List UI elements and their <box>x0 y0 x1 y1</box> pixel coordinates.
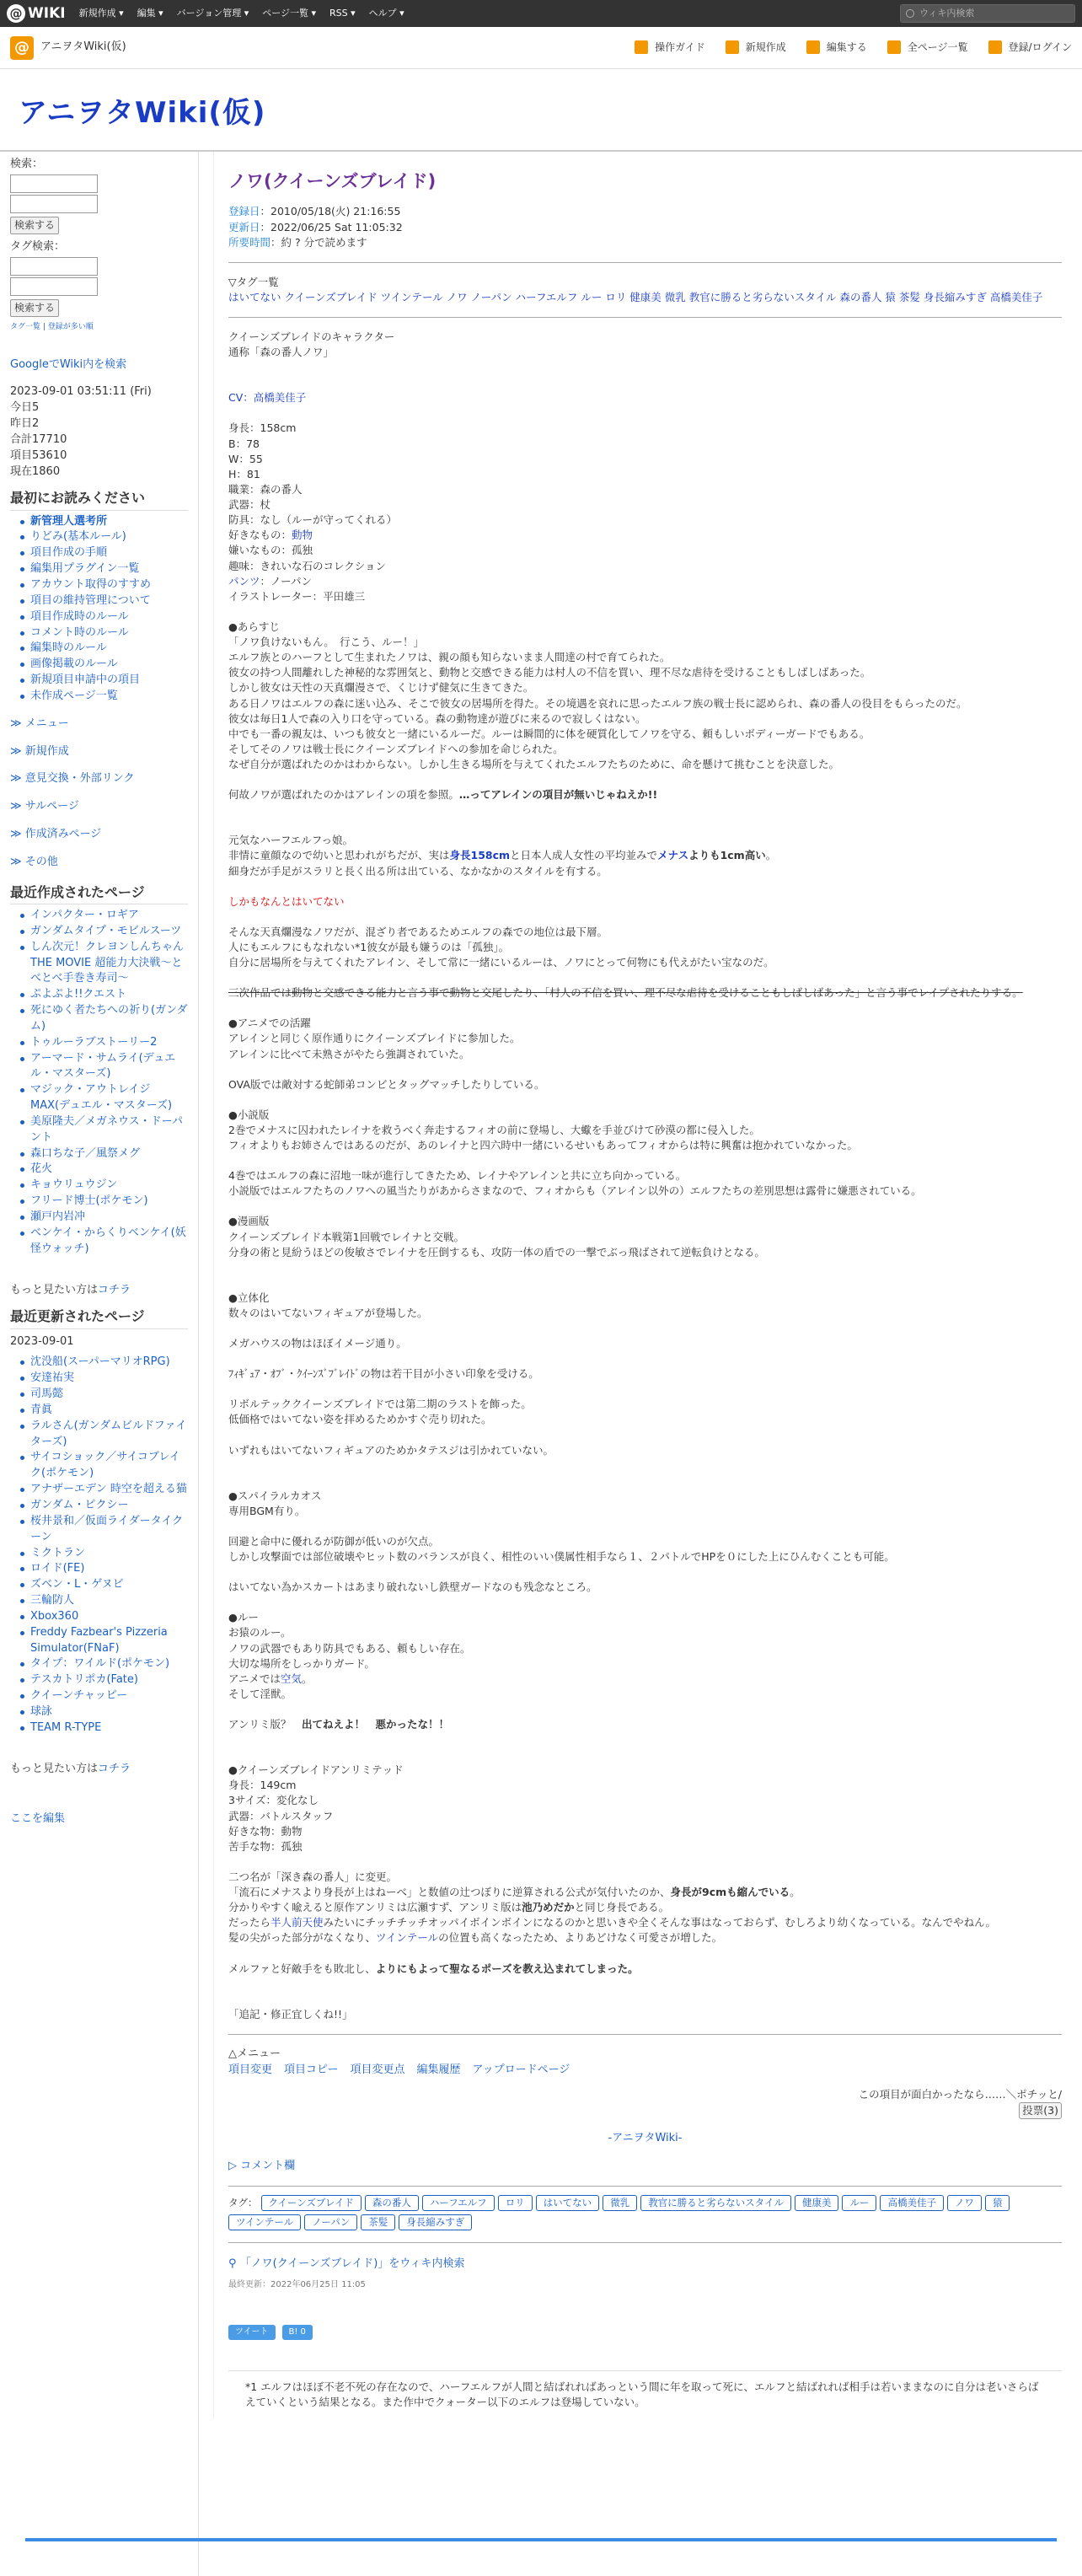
top-nav-bar <box>0 0 1082 27</box>
list-item[interactable]: 司馬懿 <box>20 1387 188 1403</box>
tag-buttons: タグ： クイーンズブレイド 森の番人 ハーフエルフ ロリ はいてない 微乳 教官に勝ると劣らないスタイル 健康美 ルー 高橋美佳子 ノワ 猿 ツインテール ノーパン 茶髪 身長縮みすぎ <box>228 2195 1062 2230</box>
more-link[interactable]: コチラ <box>98 1283 131 1296</box>
footer-divider <box>25 2538 1057 2541</box>
last-updated: 最終更新：2022年06月25日 11:05 <box>228 2279 366 2289</box>
list-item[interactable]: 桜井景和／仮面ライダータイクーン <box>20 1514 188 1546</box>
menu-pages[interactable]: ページ一覧 ▾ <box>262 8 317 19</box>
tag-button[interactable]: 高橋美佳子 <box>880 2195 944 2211</box>
tag-button[interactable]: ノワ <box>947 2195 982 2211</box>
list-item[interactable]: 編集用プラグイン一覧 <box>20 561 188 577</box>
tag-search-input-2[interactable] <box>10 277 98 296</box>
list-item[interactable]: サイコショック／サイコブレイク(ポケモン) <box>20 1450 188 1482</box>
recent-created-heading: 最近作成されたページ <box>10 883 188 904</box>
list-item[interactable]: 沈没船(スーパーマリオRPG) <box>20 1355 188 1371</box>
sidebar-search-button[interactable]: 検索する <box>10 217 59 234</box>
tag-list[interactable]: はいてない クイーンズブレイド ツインテール ノワ ノーパン ハーフエルフ ルー ロリ 健康美 微乳 教官に勝ると劣らないスタイル 森の番人 猿 茶髪 身長縮みすぎ 高橋美佳子 <box>228 290 1043 303</box>
vote-area: この項目が面白かったなら……＼ポチッと/ 投票(3) <box>228 2087 1062 2119</box>
list-item[interactable]: ロイド(FE) <box>20 1561 188 1577</box>
vote-button[interactable]: 投票(3) <box>1019 2102 1062 2119</box>
more-link[interactable]: コチラ <box>98 1762 131 1775</box>
article-body: クイーンズブレイドのキャラクター 通称「森の番人ノワ」 CV：高橋美佳子 身長：158cm B：78 W：55 H：81 職業：森の番人 武器：杖 防具：なし（ルーが守ってくれる） 好きなもの：動物 嫌いなもの：孤独 趣味：きれいな石のコレクション パンツ：ノーパン イラストレーター：平田雄三 ●あらすじ 「ノワ負けないもん。 行こう、ルー！」 エルフ族とのハーフとして生まれたノワは、親の顔も知らないまま人間達の村で育てられた。 彼女の持つ人間離れした神秘的な雰囲気と、動物と交感できる能力は村人の不信を買い、理不尽な虐待を受けることもしばしばあった。 しかし彼女は天性の天真爛漫さで、くじけず健気に生きてきた。 ある日ノワはエルフの森に迷い込み、そこで彼女の居場所を得た。その境遇を哀れに思ったエルフ族の戦士長に認められ、森の番人の役目をもらったのだ。 彼女は毎日1人で森の入り口を守っている。森の動物達が遊びに来るので寂しくはない。 中でも一番の親友は、いつも彼女と一緒にいるルーだ。ルーは瞬間的に体を硬質化してノワを守る、頼もしいボディーガードでもある。 そしてそのノワは戦士長にクイーンズブレイドへの参加を命じられた。 なぜ自分が選ばれたのかはわからない。しかし生きる場所を与えてくれたエルフたちのために、命を懸けて挑むことを決意した。 何故ノワが選ばれたのかはアレインの項を参照。…ってアレインの項目が無いじゃねえか!! 元気なハーフエルフっ娘。 非情に童顔なので幼いと思われがちだが、実は身長158cmと日本人成人女性の平均並みでメナスよりも1cm高い。 細身だが手足がスラリと長く出る所は出ている、なかなかのスタイルを有する。 しかもなんとはいてない そんな天真爛漫なノワだが、混ざり者であるためエルフの森での地位は最下層。 人にもエルフにもなれない*1彼女が最も嫌うのは「孤独」。 自分に居場所を与えてくれたアレイン、そして常に一緒にいるルーは、ノワにとって何物にも代えがたい宝なのだ。 三次作品では動物と交感できる能力と言う事で動物と交尾したり、「村人の不信を買い、理不尽な虐待を受けることもしばしばあった」と言う事でレイプされたりする。 ●アニメでの活躍 アレインと同じく原作通りにクイーンズブレイドに参加した。 アレインに比べて未熟さがやたら強調されていた。 OVA版では敵対する蛇師弟コンビとタッグマッチしたりしている。 ●小説版 2巻でメナスに囚われたレイナを救うべく奔走するフィオの前に登場し、大蠍を手並びけて砂漠の都に侵入した。 フィオよりもお姉さんではあるのだが、あのレイナと四六時中一緒にいるせいもあってフィオからは特に興奮は抱かれていなかった。 4巻ではエルフの森に沼地一味が進行してきたため、レイナやアレインと共に立ち向かっている。 小説版ではエルフたちのノワへの風当たりがあからさまなので、フィオからも（アレイン以外の）エルフたちの差別思想は露骨に嫌悪されている。 ●漫画版 クイーンズブレイド本戦第1回戦でレイナと交戦。 分身の術と見紛うほどの俊敏さでレイナを圧倒するも、攻防一体の盾での一撃でぶっ飛ばされて逆転負けとなる。 ●立体化 数々のはいてないフィギュアが登場した。 メガハウスの物はほぼイメージ通り。 ﾌｨｷﾞｭｱ・ｵﾌﾞ・ｸｲｰﾝｽﾞﾌﾞﾚｲﾄﾞの物は若干目が小さい印象を受ける。 リボルテッククイーンズブレイドでは第二期のラストを飾った。 低価格ではいてない姿を拝めるためかすぐ売り切れた。 いずれもはいてないフィギュアのためかタテスジは引かれていない。 ●スパイラルカオス 専用BGM有り。 回避と命中に優れるが防御が低いのが欠点。 しかし攻撃面では部位破壊やヒット数のバランスが良く、相性のいい僕属性相手なら１、２パトルでHPを０にした上にひんむくことも可能。 はいてない為かスカートはあまり破れないし鉄壁ガードなのも残念なところ。 ●ルー お猿のルー。 ノワの武器でもあり防具でもある、頼もしい存在。 大切な場所をしっかりガード。 アニメでは空気。 そして淫獣。 アンリミ版？ 出てねえよ！ 悪かったな！！ ●クイーンズブレイドアンリミテッド 身長：149cm 3サイズ：変化なし 武器：バトルスタッフ 好きな物：動物 苦手な物：孤独 二つ名が「深き森の番人」に変更。 「流石にメナスより身長が上はねーべ」と数値の辻つぼりに逆算される公式が気付いたのか、身長が9cmも縮んでいる。 分かりやすく喩えると原作アンリミは広瀬すず、アンリミ版は池乃めだかと同じ身長である。 だったら半人前天使みたいにチッチチッチオッパイボインボインになるのかと思いきや全くそんな事はなっておらず、むしろより幼くなっている。なんでやねん。 髪の尖がった部分がなくなり、ツインテールの位置も高くなったため、よりあどけなく可愛さが増した。 メルファと好敵手をも敗北し、よりにもよって聖なるポーズを教え込まれてしまった。 「追記・修正宜しくね!!」 <box>228 330 1023 2021</box>
sidebar-link-menu[interactable]: ≫ メニュー <box>10 716 188 733</box>
list-item[interactable]: ミクトラン <box>20 1546 188 1562</box>
list-item[interactable]: 球詠 <box>20 1704 188 1720</box>
list-item[interactable]: しん次元！クレヨンしんちゃん THE MOVIE 超能力大決戦〜とべとべ手巻き寿司〜 <box>20 940 188 988</box>
search-icon: ⚲ <box>228 2257 240 2270</box>
site-title[interactable]: アニヲタWiki(仮) <box>19 96 266 130</box>
tag-button[interactable]: はいてない <box>536 2195 600 2211</box>
list-item[interactable]: キョウリュウジン <box>20 1178 188 1194</box>
more-text: もっと見たい方は <box>10 1283 99 1296</box>
sidebar <box>0 152 199 2576</box>
list-item[interactable]: マジック・アウトレイジMAX(デュエル・マスターズ) <box>20 1082 188 1114</box>
list-item[interactable]: フリード博士(ポケモン) <box>20 1194 188 1210</box>
menu-diff-link[interactable]: 項目変更点 <box>350 2063 405 2076</box>
sidebar-link-new[interactable]: ≫ 新規作成 <box>10 744 188 760</box>
menu-new[interactable]: 新規作成 ▾ <box>78 8 124 19</box>
list-item[interactable]: 死にゆく者たちへの祈り(ガンダム) <box>20 1003 188 1035</box>
menu-version[interactable]: バージョン管理 ▾ <box>176 8 249 19</box>
list-item[interactable]: 瀬戸内岩冲 <box>20 1210 188 1226</box>
pencil-icon <box>806 40 820 54</box>
tweet-button[interactable]: ツイート <box>228 2325 276 2340</box>
list-item[interactable]: 未作成ページ一覧 <box>20 689 188 705</box>
list-item[interactable]: 安達祐実 <box>20 1371 188 1387</box>
site-bar <box>0 27 1082 69</box>
tag-search-input[interactable] <box>10 257 98 276</box>
edit-button[interactable]: 編集する <box>806 40 867 55</box>
list-item[interactable]: アーマード・サムライ(デュエル・マスターズ) <box>20 1051 188 1083</box>
page-body <box>0 152 1082 2576</box>
tag-button[interactable]: 茶髪 <box>361 2214 395 2230</box>
google-search-link[interactable]: GoogleでWiki内を検索 <box>10 357 127 371</box>
list-item[interactable]: 編集時のルール <box>20 641 188 657</box>
sidebar-search-input[interactable] <box>10 174 98 193</box>
edit-sidebar-link[interactable]: ここを編集 <box>10 1811 66 1825</box>
menu-copy-link[interactable]: 項目コピー <box>284 2063 339 2076</box>
list-item[interactable]: 項目作成の手順 <box>20 545 188 561</box>
tag-button[interactable]: ノーパン <box>304 2214 357 2230</box>
list-item[interactable]: Xbox360 <box>20 1609 188 1625</box>
list-item[interactable]: アカウント取得のすすめ <box>20 577 188 593</box>
tag-button[interactable]: 微乳 <box>603 2195 637 2211</box>
list-item[interactable]: クイーンチャッピー <box>20 1688 188 1704</box>
page-meta: 登録日：2010/05/18(火) 21:16:55 更新日：2022/06/25 Sat 11:05:32 所要時間：約 ? 分で読めます <box>228 205 403 249</box>
list-item[interactable]: タイプ：ワイルド(ポケモン) <box>20 1656 188 1672</box>
sidebar-link-other[interactable]: ≫ その他 <box>10 855 188 871</box>
page-title: ノワ(クイーンズブレイド) <box>228 171 437 191</box>
menu-heading: △メニュー <box>228 2047 281 2060</box>
list-item[interactable]: アナザーエデン 時空を超える猫 <box>20 1482 188 1498</box>
tag-button[interactable]: ハーフエルフ <box>422 2195 495 2211</box>
list-item[interactable]: トゥルーラブストーリー2 <box>20 1035 188 1051</box>
page-menu <box>228 2063 1062 2079</box>
recent-updated-list <box>10 1355 188 1736</box>
list-item[interactable]: ベンケイ・からくりベンケイ(妖怪ウォッチ) <box>20 1226 188 1258</box>
list-item[interactable]: インパクター・ロギア <box>20 908 188 924</box>
menu-edit[interactable]: 編集 ▾ <box>137 8 163 19</box>
tag-search-button[interactable]: 検索する <box>10 299 59 317</box>
tag-button[interactable]: 森の番人 <box>365 2195 419 2211</box>
list-item[interactable]: ぷよぷよ!!クエスト <box>20 987 188 1003</box>
guide-button[interactable]: 操作ガイド <box>635 40 705 55</box>
list-item[interactable]: ラルさん(ガンダムビルドファイターズ) <box>20 1419 188 1451</box>
sidebar-link-exchange[interactable]: ≫ 意見交換・外部リンク <box>10 771 188 787</box>
menu-rss[interactable]: RSS ▾ <box>329 8 356 19</box>
menu-help[interactable]: ヘルプ ▾ <box>368 8 404 19</box>
list-item[interactable]: ガンダムタイプ・モビルスーツ <box>20 924 188 940</box>
more-text: もっと見たい方は <box>10 1762 99 1775</box>
tag-list-heading[interactable]: ▽タグ一覧 <box>228 275 279 288</box>
tag-button[interactable]: クイーンズブレイド <box>261 2195 362 2211</box>
search-label: 検索： <box>10 158 44 170</box>
menu-history-link[interactable]: 編集履歴 <box>416 2063 461 2076</box>
first-read-heading: 最初にお読みください <box>10 488 188 510</box>
login-button[interactable]: 登録/ログイン <box>988 40 1072 55</box>
list-item[interactable]: 森口ちな子／風祭メグ <box>20 1146 188 1162</box>
share-buttons <box>228 2325 1062 2340</box>
wiki-search-input[interactable]: ウィキ内検索 <box>900 4 1075 23</box>
access-counter: 2023-09-01 03:51:11 (Fri) 今日5 昨日2 合計17710 項目53610 現在1860 <box>10 385 152 478</box>
list-item[interactable]: ズベン・L・ゲヌビ <box>20 1577 188 1593</box>
document-icon <box>887 40 901 54</box>
cv-link[interactable]: 高橋美佳子 <box>253 391 307 405</box>
sidebar-search-input-2[interactable] <box>10 195 98 213</box>
tag-button[interactable]: ツインテール <box>228 2214 301 2230</box>
main-content <box>199 152 1082 2576</box>
sidebar-link-salvage[interactable]: ≫ サルページ <box>10 799 188 815</box>
new-page-button[interactable]: 新規作成 <box>726 40 786 55</box>
tag-search-label: タグ検索： <box>10 240 66 254</box>
list-item[interactable]: 新管理人選考所 <box>20 514 188 530</box>
tag-button[interactable]: 健康美 <box>795 2195 839 2211</box>
wiki-link[interactable]: -アニヲタWiki- <box>608 2131 683 2144</box>
site-header <box>0 69 1082 152</box>
list-item[interactable]: 画像掲載のルール <box>20 657 188 673</box>
list-item[interactable]: ガンダム・ピクシー <box>20 1498 188 1514</box>
footnote: *1 エルフはほぼ不老不死の存在なので、ハーフエルフが人間と結ばれればあっという間に年を取って死に、エルフと結ばれれば相手は若いままなのに自分は老いさらばえていくという結果となる。また作中でクォーター以下のエルフは登場していない。 <box>228 2370 1062 2418</box>
guide-icon <box>635 40 648 54</box>
hatena-button[interactable]: B! 0 <box>282 2325 313 2340</box>
site-name[interactable]: @ アニヲタWiki(仮) <box>10 36 126 60</box>
list-item[interactable]: 新規項目申請中の項目 <box>20 673 188 689</box>
article <box>213 152 1062 2418</box>
tag-button[interactable]: ロリ <box>498 2195 533 2211</box>
list-item[interactable]: 項目の維持管理について <box>20 593 188 609</box>
list-item[interactable]: りどみ(基本ルール) <box>20 529 188 545</box>
comment-link[interactable]: ▷ コメント欄 <box>228 2159 296 2172</box>
list-item[interactable]: TEAM R-TYPE <box>20 1720 188 1736</box>
all-pages-button[interactable]: 全ページ一覧 <box>887 40 968 55</box>
menu-edit-link[interactable]: 項目変更 <box>228 2063 273 2076</box>
list-item[interactable]: コメント時のルール <box>20 625 188 641</box>
tag-button[interactable]: 身長縮みすぎ <box>399 2214 472 2230</box>
tag-button[interactable]: ルー <box>842 2195 876 2211</box>
list-item[interactable]: 項目作成時のルール <box>20 609 188 625</box>
updated-date: 2023-09-01 <box>10 1334 74 1348</box>
tag-button[interactable]: 猿 <box>985 2195 1010 2211</box>
list-item[interactable]: 青眞 <box>20 1403 188 1419</box>
menu-upload-link[interactable]: アップロードページ <box>472 2063 570 2076</box>
tag-button[interactable]: 教官に勝ると劣らないスタイル <box>640 2195 791 2211</box>
list-item[interactable]: テスカトリポカ(Fate) <box>20 1672 188 1688</box>
first-read-list <box>10 514 188 705</box>
list-item[interactable]: Freddy Fazbear's Pizzeria Simulator(FNaF) <box>20 1625 188 1657</box>
recent-updated-heading: 最近更新されたページ <box>10 1307 188 1328</box>
wiki-search-link[interactable]: ⚲ 「ノワ(クイーンズブレイド)」をウィキ内検索 <box>228 2257 465 2270</box>
wiki-logo[interactable]: @ WIKI <box>7 3 66 24</box>
list-item[interactable]: 三輪防人 <box>20 1593 188 1609</box>
site-tools <box>635 40 1072 55</box>
list-item[interactable]: 美原隆夫／メガネウス・ドーパント <box>20 1114 188 1146</box>
users-icon <box>988 40 1002 54</box>
sidebar-link-created[interactable]: ≫ 作成済みページ <box>10 827 188 843</box>
site-icon: @ <box>10 36 34 60</box>
list-item[interactable]: 花火 <box>20 1162 188 1178</box>
tag-list-link[interactable]: タグ一覧 | 登録が多い順 <box>10 323 94 332</box>
plus-icon <box>726 40 739 54</box>
recent-created-list <box>10 908 188 1258</box>
